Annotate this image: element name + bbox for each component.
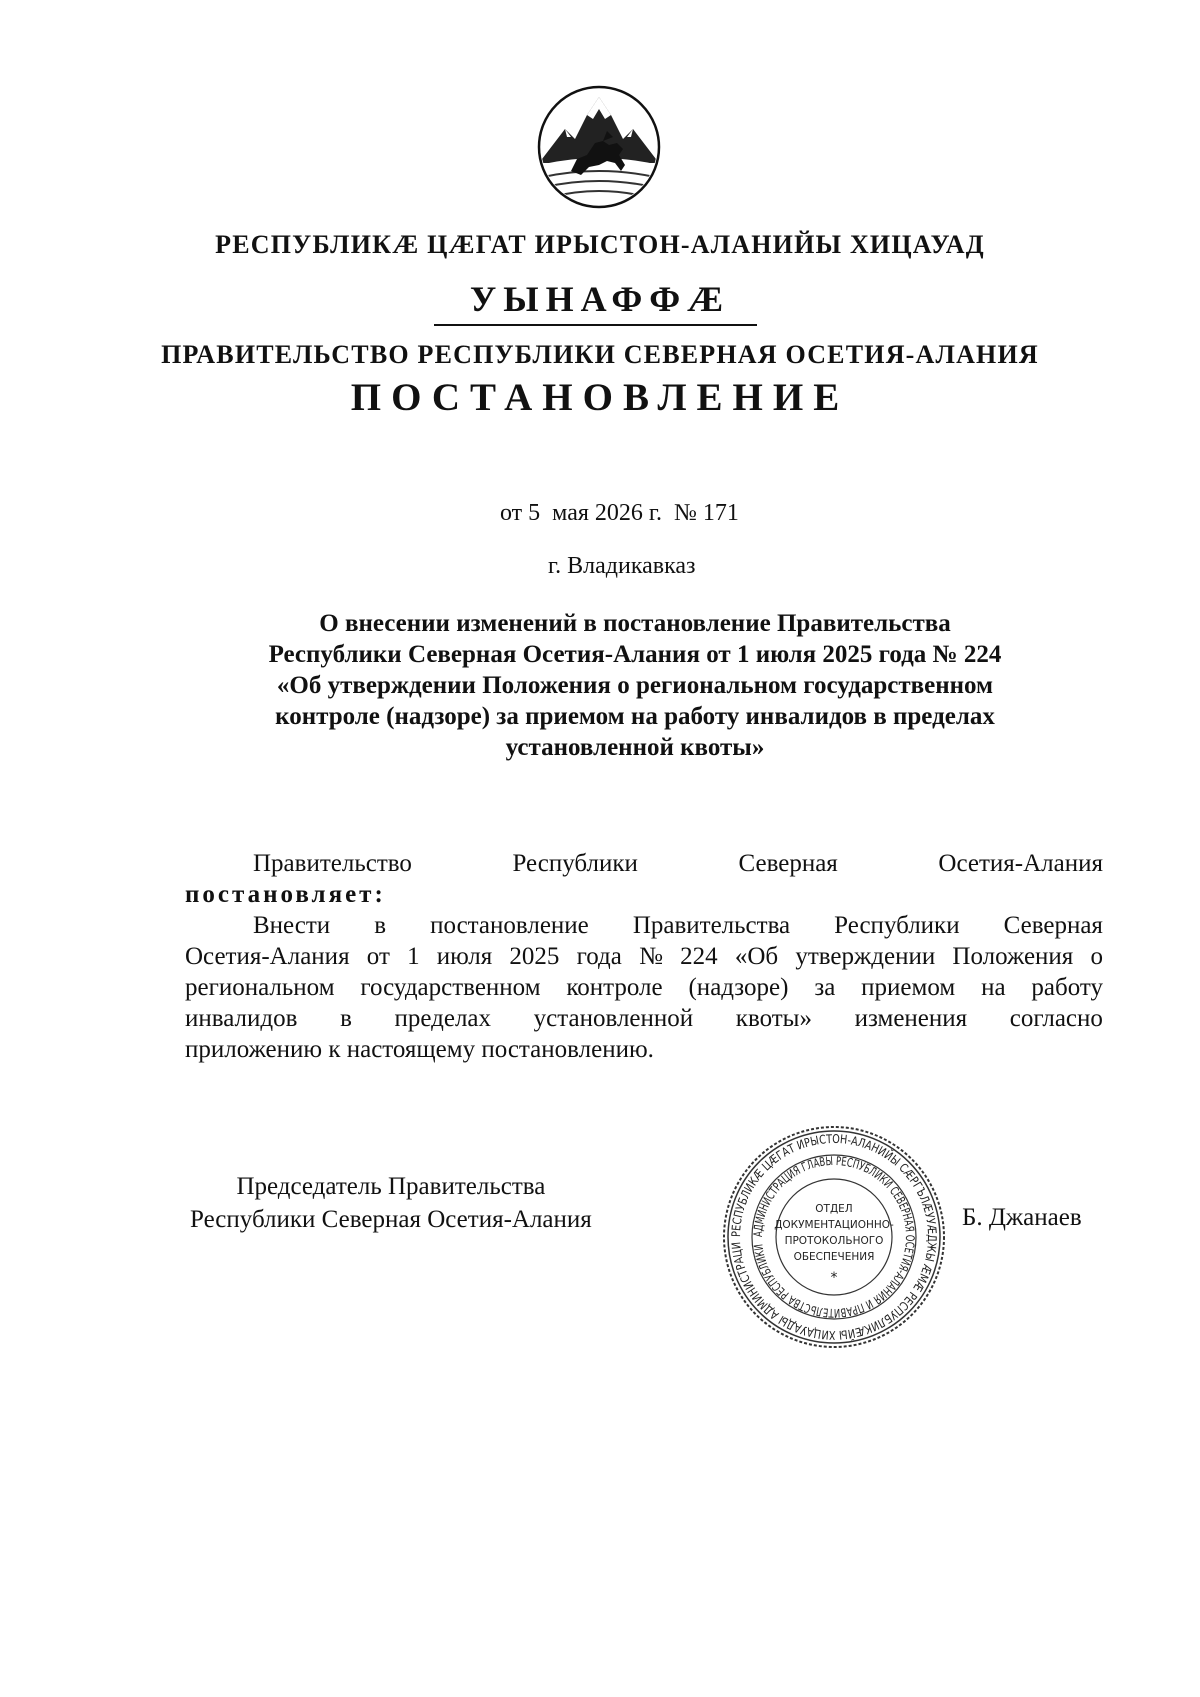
seal-star: *: [830, 1270, 838, 1286]
paragraph-word: пределах: [394, 1005, 492, 1032]
coat-of-arms-emblem: [537, 85, 661, 209]
seal-inner-ring-text: АДМИНИСТРАЦИЯ ГЛАВЫ РЕСПУБЛИКИ СЕВЕРНАЯ ОСЕТИЯ-АЛАНИЯ И ПРАВИТЕЛЬСТВА РЕСПУБЛИКИ: [750, 1153, 918, 1321]
paragraph-word: работу: [1031, 974, 1103, 1001]
paragraph-word: изменения: [854, 1005, 968, 1032]
russian-authority-title: ПРАВИТЕЛЬСТВО РЕСПУБЛИКИ СЕВЕРНАЯ ОСЕТИЯ-АЛАНИЯ: [161, 340, 1039, 369]
paragraph-line: [185, 972, 1103, 1003]
seal-center-line: ПРОТОКОЛЬНОГО: [784, 1235, 884, 1247]
preamble-line: [185, 848, 1103, 879]
paragraph-line: [185, 910, 1103, 941]
preamble-word: Северная: [738, 850, 838, 877]
preamble-word: Республики: [512, 850, 638, 877]
signatory-role-line: Республики Северная Осетия-Алания: [190, 1206, 592, 1233]
seal-outer-ring-text: РЕСПУБЛИКӔ ЦӔГАТ ИРЫСТОН-АЛАНИЙЫ СӔРГЪЛӔУУӔДЖЫ ӔМӔ РЕСПУБЛИКӔЙЫ ХИЦАУАДЫ АДМИНИСТРАЦИ: [728, 1131, 940, 1343]
paragraph-word: приемом: [861, 974, 956, 1001]
paragraph-word: государственном: [360, 974, 541, 1001]
document-body: [185, 848, 1103, 1065]
paragraph-word: утверждении: [795, 943, 936, 970]
seal-center-line: ОБЕСПЕЧЕНИЯ: [793, 1251, 875, 1263]
paragraph-word: контроле: [566, 974, 663, 1001]
document-subject: [200, 608, 1070, 763]
paragraph-word: Правительства: [632, 912, 791, 939]
ossetian-document-type: УЫНАФФӔ: [469, 279, 731, 319]
paragraph-line: [185, 941, 1103, 972]
paragraph-word: 224: [680, 943, 718, 970]
paragraph-word: за: [814, 974, 836, 1001]
paragraph-word: Внести: [253, 912, 331, 939]
paragraph-word: Республики: [834, 912, 960, 939]
paragraph-word: постановление: [430, 912, 589, 939]
paragraph-word: июля: [436, 943, 493, 970]
paragraph-word: на: [981, 974, 1006, 1001]
paragraph-last-line: приложению к настоящему постановлению.: [185, 1036, 654, 1063]
decree-paragraph: [185, 910, 1103, 1034]
paragraph-word: установленной: [533, 1005, 694, 1032]
subject-line: контроле (надзоре) за приемом на работу инвалидов в пределах: [275, 703, 995, 730]
signatory-role-line: Председатель Правительства: [236, 1173, 546, 1200]
paragraph-word: 1: [407, 943, 420, 970]
preamble-word: Правительство: [253, 850, 412, 877]
seal-center-line: ДОКУМЕНТАЦИОННО-: [774, 1219, 894, 1231]
paragraph-word: Северная: [1003, 912, 1103, 939]
paragraph-word: в: [340, 1005, 352, 1032]
paragraph-word: №: [639, 943, 663, 970]
paragraph-word: (надзоре): [688, 974, 789, 1001]
russian-document-type: ПОСТАНОВЛЕНИЕ: [350, 376, 850, 419]
official-seal-stamp: [719, 1122, 949, 1352]
paragraph-word: года: [576, 943, 622, 970]
paragraph-word: Положения: [952, 943, 1074, 970]
paragraph-word: квоты»: [735, 1005, 812, 1032]
paragraph-word: 2025: [509, 943, 560, 970]
paragraph-word: региональном: [185, 974, 335, 1001]
document-city: г. Владикавказ: [548, 553, 696, 579]
ossetian-authority-title: РЕСПУБЛИКӔ ЦӔГАТ ИРЫСТОН-АЛАНИЙЫ ХИЦАУАД: [215, 230, 985, 259]
subject-line: установленной квоты»: [505, 734, 765, 761]
paragraph-line: [185, 1003, 1103, 1034]
paragraph-word: от: [366, 943, 390, 970]
header-divider: [434, 324, 757, 326]
subject-line: О внесении изменений в постановление Правительства: [319, 610, 951, 637]
subject-line: Республики Северная Осетия-Алания от 1 июля 2025 года № 224: [268, 641, 1002, 668]
subject-line: «Об утверждении Положения о региональном государственном: [276, 672, 994, 699]
document-date-number: от 5 мая 2026 г. № 171: [500, 500, 739, 526]
seal-center-line: ОТДЕЛ: [815, 1203, 853, 1215]
paragraph-word: Осетия-Алания: [185, 943, 350, 970]
signatory-name: Б. Джанаев: [962, 1204, 1082, 1231]
preamble-word: Осетия-Алания: [938, 850, 1103, 877]
paragraph-word: о: [1090, 943, 1103, 970]
signatory-role: [190, 1170, 592, 1236]
paragraph-word: инвалидов: [185, 1005, 298, 1032]
paragraph-word: в: [374, 912, 387, 939]
decree-word: постановляет:: [185, 881, 386, 908]
paragraph-word: согласно: [1009, 1005, 1103, 1032]
paragraph-word: «Об: [734, 943, 779, 970]
